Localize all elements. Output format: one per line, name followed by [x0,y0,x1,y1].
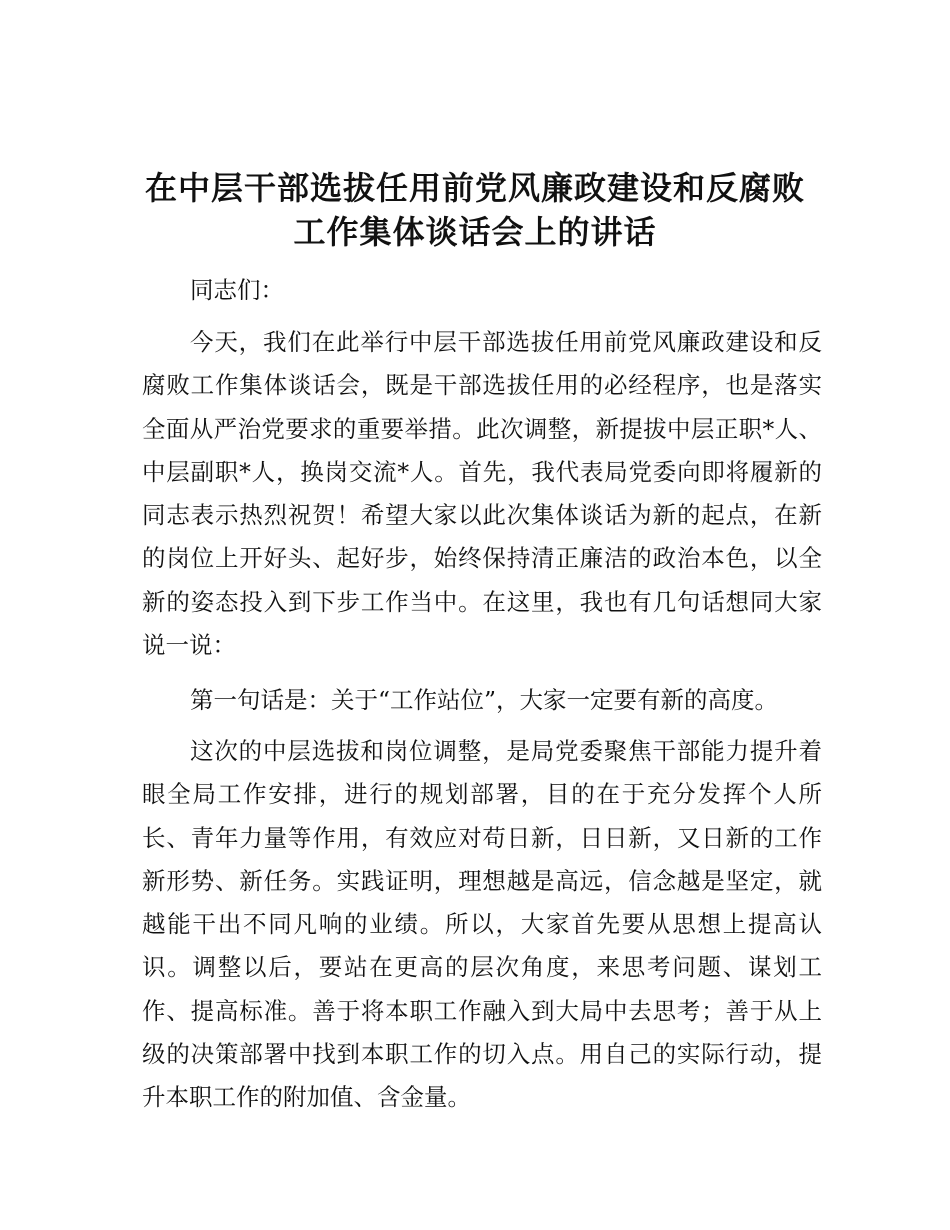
paragraph-work-position: 这次的中层选拔和岗位调整，是局党委聚焦干部能力提升着眼全局工作安排，进行的规划部署，目的在于充分发挥个人所长、青年力量等作用，有效应对苟日新，日日新，又日新的工作新形势、新任务。实践证明，理想越是高远，信念越是坚定，就越能干出不同凡响的业绩。所以，大家首先要从思想上提高认识。调整以后，要站在更高的层次角度，来思考问题、谋划工作、提高标准。善于将本职工作融入到大局中去思考；善于从上级的决策部署中找到本职工作的切入点。用自己的实际行动，提升本职工作的附加值、含金量。 [142,737,822,1112]
document-title-line-1: 在中层干部选拔任用前党风廉政建设和反腐败 [144,169,805,207]
paragraph-heading-first-point: 第一句话是：关于“工作站位”，大家一定要有新的高度。 [190,686,779,714]
paragraph-opening: 今天，我们在此举行中层干部选拔任用前党风廉政建设和反腐败工作集体谈话会，既是干部选拔任用的必经程序，也是落实全面从严治党要求的重要举措。此次调整，新提拔中层正职*人、中层副职*人，换岗交流*人。首先，我代表局党委向即将履新的同志表示热烈祝贺！希望大家以此次集体谈话为新的起点，在新的岗位上开好头、起好步，始终保持清正廉洁的政治本色，以全新的姿态投入到下步工作当中。在这里，我也有几句话想同大家说一说： [142,328,822,660]
salutation: 同志们： [190,276,284,304]
document-title-line-2: 工作集体谈话会上的讲话 [293,213,657,251]
